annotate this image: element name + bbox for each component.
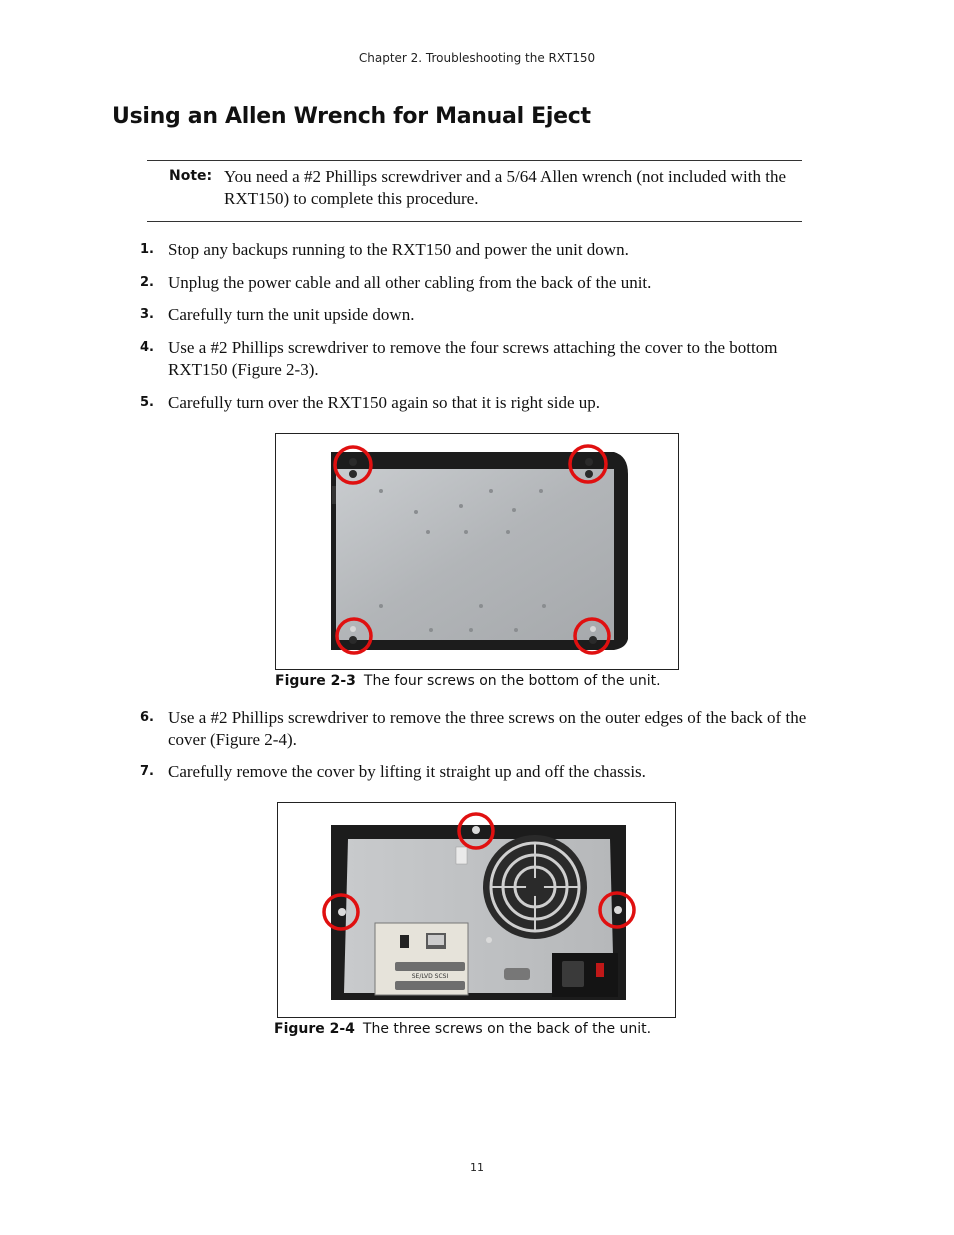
step-text: Carefully turn over the RXT150 again so that it is right side up.: [168, 393, 601, 412]
step-number: 5.: [140, 395, 154, 410]
step-number: 2.: [140, 275, 154, 290]
step-text: Stop any backups running to the RXT150 and power the unit down.: [168, 240, 629, 259]
figure-label: Figure 2-4: [274, 1021, 355, 1037]
step-text: Use a #2 Phillips screwdriver to remove the three screws on the outer edges of the back of the cover (Figure 2-4).: [168, 708, 807, 749]
step-number: 1.: [140, 242, 154, 257]
figure-2-3-photo: [275, 433, 679, 670]
running-head: Chapter 2. Troubleshooting the RXT150: [358, 51, 596, 65]
figure-label: Figure 2-3: [275, 673, 356, 689]
step-text: Use a #2 Phillips screwdriver to remove the four screws attaching the cover to the bottom RXT150 (Figure 2-3).: [168, 338, 778, 379]
figure-2-4-photo: [277, 802, 676, 1018]
unit-back-illustration: [278, 803, 675, 1017]
page-number: 11: [470, 1161, 484, 1174]
step-text: Carefully remove the cover by lifting it straight up and off the chassis.: [168, 762, 646, 781]
step-text: Carefully turn the unit upside down.: [168, 305, 415, 324]
note-text: You need a #2 Phillips screwdriver and a 5/64 Allen wrench (not included with the RXT150) to complete this procedure.: [224, 167, 786, 208]
step-number: 7.: [140, 764, 154, 779]
section-title: Using an Allen Wrench for Manual Eject: [112, 104, 591, 129]
note-label: Note:: [169, 168, 213, 184]
scsi-port-label: SE/LVD SCSI: [411, 973, 449, 980]
figure-caption-text: The four screws on the bottom of the unit.: [363, 673, 661, 689]
step-text: Unplug the power cable and all other cabling from the back of the unit.: [168, 273, 652, 292]
figure-2-4-caption: [274, 1021, 651, 1037]
unit-bottom-illustration: [276, 434, 678, 669]
step-number: 3.: [140, 307, 154, 322]
step-number: 4.: [140, 340, 154, 355]
step-number: 6.: [140, 710, 154, 725]
figure-2-3-caption: [275, 673, 661, 689]
note-box: [147, 160, 802, 222]
figure-caption-text: The three screws on the back of the unit.: [362, 1021, 652, 1037]
